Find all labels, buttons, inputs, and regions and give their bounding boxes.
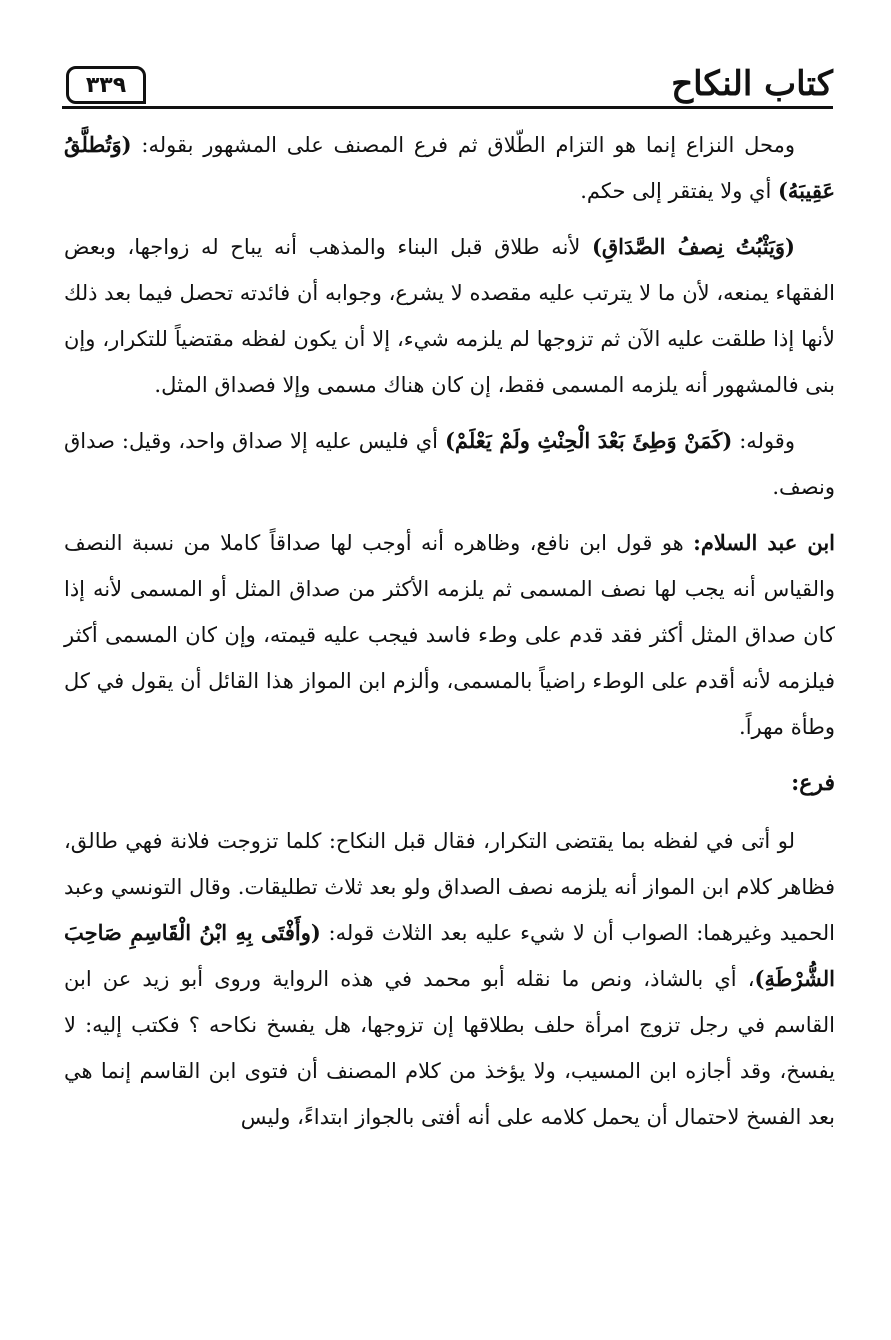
paragraph-2	[64, 224, 835, 408]
paragraph-text: ، أي بالشاذ، ونص ما نقله أبو محمد في هذه الرواية وروى أبو زيد عن ابن القاسم في رجل تزوج امرأة حلف بطلاقها إن تزوجها، هل يفسخ نكاحه ؟ فكتب إليه: لا يفسخ، وقد أجازه ابن المسيب، ولا يؤخذ من كلام المصنف أن فتوى ابن القاسم إنما هي بعد الفسخ لاحتمال أن يحمل كلامه على أنه أفتى بالجواز ابتداءً، وليس	[64, 967, 835, 1129]
paragraph-1	[64, 122, 835, 214]
page-body	[64, 122, 835, 1150]
section-heading: فرع:	[791, 770, 835, 796]
running-title: كتاب النكاح	[671, 64, 833, 104]
header-rule	[62, 106, 833, 109]
paragraph-text: لأنه طلاق قبل البناء والمذهب أنه يباح له زواجها، وبعض الفقهاء يمنعه، لأن ما لا يترتب عليه مقصده لا يشرع، وجوابه أن فائدته تحصل فيما بعد ذلك لأنها إذا طلقت عليه الآن ثم تزوجها لم يلزمه شيء، إلا أن يكون لفظه مقتضياً للتكرار، وإن بنى فالمشهور أنه يلزمه المسمى فقط، إن كان هناك مسمى وإلا فصداق المثل.	[64, 235, 835, 397]
page-number: ٣٣٩	[85, 72, 127, 98]
page-header	[62, 60, 833, 116]
matn-quote: (وَيَثْبُتُ نِصفُ الصَّدَاقِ)	[591, 234, 795, 259]
paragraph-3	[64, 418, 835, 510]
paragraph-5	[64, 818, 835, 1140]
paragraph-text: ومحل النزاع إنما هو التزام الطّلاق ثم فرع المصنف على المشهور بقوله:	[131, 133, 795, 157]
paragraph-text: أي فليس عليه إلا صداق واحد، وقيل: صداق ونصف.	[64, 429, 835, 499]
paragraph-text: لو أتى في لفظه بما يقتضى التكرار، فقال قبل النكاح: كلما تزوجت فلانة فهي طالق، فظاهر كلام ابن المواز أنه يلزمه نصف الصداق ولو بعد ثلاث تطليقات. وقال التونسي وعبد الحميد وغيرهما: الصواب أن لا شيء عليه بعد الثلاث قوله:	[64, 829, 835, 945]
matn-quote: (وأَفْتَى بِهِ ابْنُ الْقَاسِمِ صَاحِبَ الشُّرْطَةِ)	[64, 920, 835, 991]
paragraph-text: وقوله:	[732, 429, 795, 453]
paragraph-text: هو قول ابن نافع، وظاهره أنه أوجب لها صداقاً كاملا من نسبة النصف والقياس أنه يجب لها نصف المسمى ثم يلزمه الأكثر من صداق المثل أو المسمى لأنه إذا كان صداق المثل أكثر فقد قدم على وطء فاسد فيجب عليه قيمته، وإن كان المسمى أكثر فيلزمه لأنه أقدم على الوطء راضياً بالمسمى، وألزم ابن المواز هذا القائل أن يقول في كل وطأة مهراً.	[64, 531, 835, 739]
paragraph-4	[64, 520, 835, 750]
cited-author: ابن عبد السلام:	[693, 530, 835, 555]
matn-quote: (وَتُطلَّقُ عَقِيبَهُ)	[64, 132, 835, 203]
page-number-frame	[66, 66, 146, 104]
matn-quote: (كَمَنْ وَطِئَ بَعْدَ الْحِنْثِ ولَمْ يَعْلَمْ)	[444, 428, 733, 453]
paragraph-text: أي ولا يفتقر إلى حكم.	[580, 179, 778, 203]
